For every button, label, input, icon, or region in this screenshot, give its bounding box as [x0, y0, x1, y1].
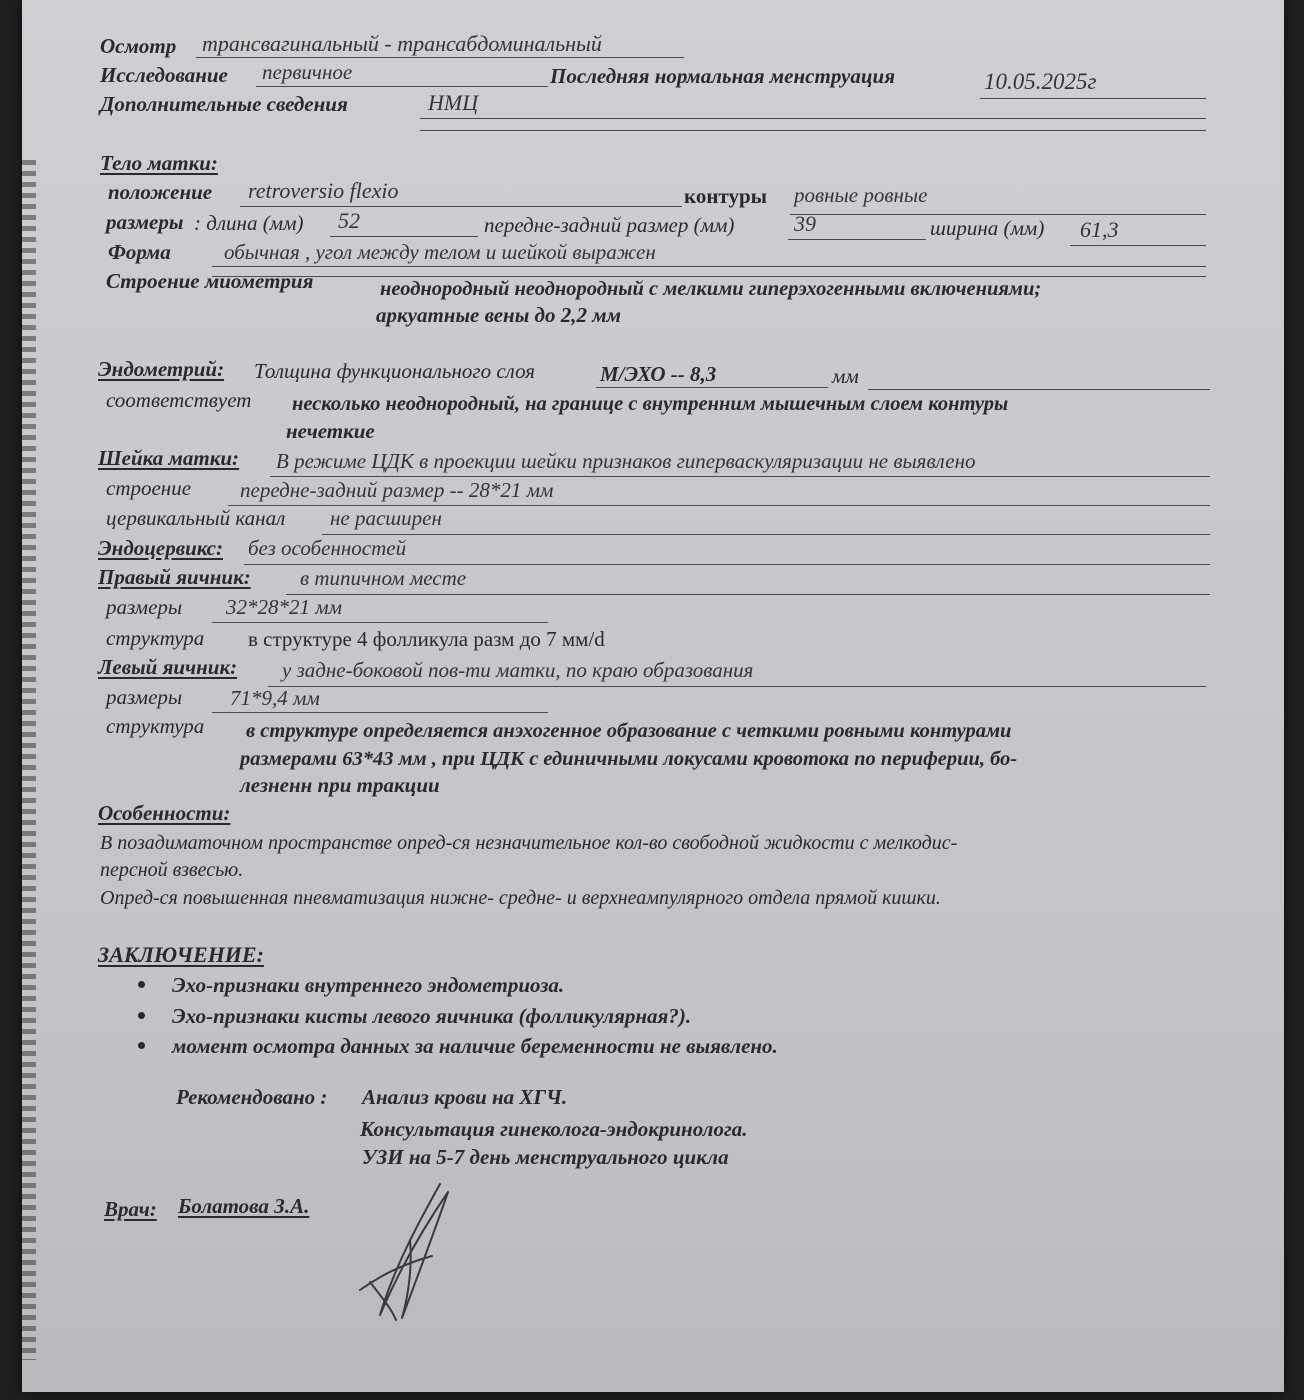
recommendation-line1: Анализ крови на ХГЧ.: [362, 1085, 568, 1109]
left-ovary-sizes-value: 71*9,4 мм: [230, 686, 320, 710]
right-ovary-structure-label: структура: [106, 626, 205, 650]
features-heading: Особенности:: [98, 801, 231, 825]
canal-value: не расширен: [330, 506, 442, 530]
thickness-underline: [596, 387, 828, 388]
conclusion-heading: ЗАКЛЮЧЕНИЕ:: [98, 942, 264, 967]
lmp-value: 10.05.2025г: [984, 69, 1097, 94]
ap-label: передне-задний размер (мм): [484, 213, 735, 237]
document-page: [22, 0, 1284, 1392]
exam-underline: [196, 57, 684, 58]
lmp-underline: [980, 98, 1206, 99]
endometrium-heading: Эндометрий:: [98, 357, 225, 381]
thickness-underline-2: [868, 389, 1210, 390]
thickness-value: М/ЭХО -- 8,3: [600, 362, 717, 386]
right-ovary-structure-value: в структуре 4 фолликула разм до 7 мм/d: [248, 627, 605, 651]
bullet-icon: [138, 1042, 145, 1049]
contours-value: ровные ровные: [794, 183, 928, 207]
study-label: Исследование: [100, 63, 228, 87]
left-ovary-structure-label: структура: [106, 714, 205, 738]
shape-underline: [212, 266, 1206, 267]
canal-label: цервикальный канал: [106, 506, 286, 530]
cervix-value: В режиме ЦДК в проекции шейки признаков гиперваскуляризации не выявлено: [276, 449, 976, 473]
additional-underline-2: [420, 130, 1206, 131]
endocervix-value: без особенностей: [248, 536, 407, 560]
study-underline: [256, 86, 548, 87]
recommendation-line2: Консультация гинеколога-эндокринолога.: [360, 1117, 748, 1141]
right-ovary-sizes-value: 32*28*21 мм: [226, 595, 343, 619]
features-line3: Опред-ся повышенная пневматизация нижне- средне- и верхнеампулярного отдела прямой кишки.: [100, 887, 941, 909]
contours-underline: [790, 214, 1206, 215]
thickness-label: Толщина функционального слоя: [254, 359, 536, 383]
lmp-label: Последняя нормальная менструация: [550, 64, 896, 88]
endometrium-desc-line2: нечеткие: [286, 419, 375, 443]
cervix-structure-value: передне-задний размер -- 28*21 мм: [240, 478, 554, 502]
uterus-heading: Тело матки:: [100, 151, 218, 175]
shape-value: обычная , угол между телом и шейкой выражен: [224, 240, 656, 264]
endocervix-heading: Эндоцервикс:: [98, 536, 223, 560]
features-line1: В позадиматочном пространстве опред-ся незначительное кол-во свободной жидкости с мелкодис-: [100, 832, 958, 854]
left-ovary-structure-line2: размерами 63*43 мм , при ЦДК с единичными локусами кровотока по периферии, бо-: [240, 748, 1018, 770]
bullet-icon: [138, 1012, 145, 1019]
sizes-label: размеры: [106, 210, 184, 234]
doctor-label: Врач:: [104, 1197, 157, 1221]
left-ovary-sizes-underline: [212, 712, 548, 713]
bullet-icon: [138, 981, 145, 988]
right-ovary-sizes-underline: [212, 622, 548, 623]
left-ovary-sizes-label: размеры: [106, 685, 183, 709]
ap-value: 39: [794, 211, 816, 236]
signature-mark: [340, 1170, 500, 1330]
cervix-heading: Шейка матки:: [98, 446, 240, 470]
left-ovary-structure-line3: лезненн при тракции: [240, 773, 440, 797]
width-label: ширина (мм): [930, 216, 1045, 240]
additional-value: НМЦ: [428, 90, 479, 115]
cervix-underline: [270, 476, 1210, 477]
conclusion-item-3: момент осмотра данных за наличие беременности не выявлено.: [172, 1034, 778, 1058]
position-value: retroversio flexio: [248, 178, 399, 203]
left-ovary-underline: [268, 686, 1206, 687]
myometrium-line2: аркуатные вены до 2,2 мм: [376, 303, 621, 327]
length-label: : длина (мм): [194, 211, 304, 235]
myometrium-label: Строение миометрия: [106, 269, 314, 293]
additional-label: Дополнительные сведения: [100, 92, 348, 116]
width-value: 61,3: [1080, 217, 1119, 242]
doctor-name: Болатова З.А.: [178, 1194, 310, 1218]
right-ovary-heading: Правый яичник:: [98, 565, 251, 589]
ap-underline: [788, 239, 926, 240]
study-value: первичное: [262, 60, 353, 84]
additional-underline: [420, 118, 1206, 119]
features-line2: персной взвесью.: [100, 859, 244, 881]
shape-underline-2: [212, 276, 1206, 277]
exam-value: трансвагинальный - трансабдоминальный: [202, 31, 602, 56]
left-ovary-structure-line1: в структуре определяется анэхогенное образование с четкими ровными контурами: [246, 720, 1012, 742]
length-value: 52: [338, 208, 360, 233]
conclusion-item-1: Эхо-признаки внутреннего эндометриоза.: [172, 973, 565, 997]
position-underline: [240, 206, 682, 207]
left-ovary-heading: Левый яичник:: [98, 655, 238, 679]
corresponds-label: соответствует: [106, 388, 252, 412]
right-ovary-sizes-label: размеры: [106, 595, 183, 619]
myometrium-line1: неоднородный неоднородный с мелкими гиперэхогенными включениями;: [380, 278, 1042, 300]
perforation-edge: [22, 160, 36, 1360]
endocervix-underline: [244, 564, 1210, 565]
conclusion-item-2: Эхо-признаки кисты левого яичника (фолликулярная?).: [172, 1004, 692, 1028]
position-label: положение: [108, 180, 213, 204]
endometrium-desc-line1: несколько неоднородный, на границе с внутренним мышечным слоем контуры: [292, 393, 1009, 415]
left-ovary-value: у задне-боковой пов-ти матки, по краю образования: [282, 658, 754, 682]
exam-label: Осмотр: [100, 34, 177, 58]
right-ovary-value: в типичном месте: [300, 566, 467, 590]
length-underline: [330, 236, 478, 237]
right-ovary-underline: [286, 594, 1210, 595]
canal-underline: [322, 534, 1210, 535]
shape-label: Форма: [108, 240, 171, 264]
thickness-unit: мм: [832, 364, 859, 388]
contours-label: контуры: [684, 184, 768, 208]
width-underline: [1070, 245, 1206, 246]
recommendation-label: Рекомендовано :: [176, 1085, 328, 1109]
recommendation-line3: УЗИ на 5-7 день менструального цикла: [362, 1145, 729, 1169]
cervix-structure-label: строение: [106, 476, 192, 500]
